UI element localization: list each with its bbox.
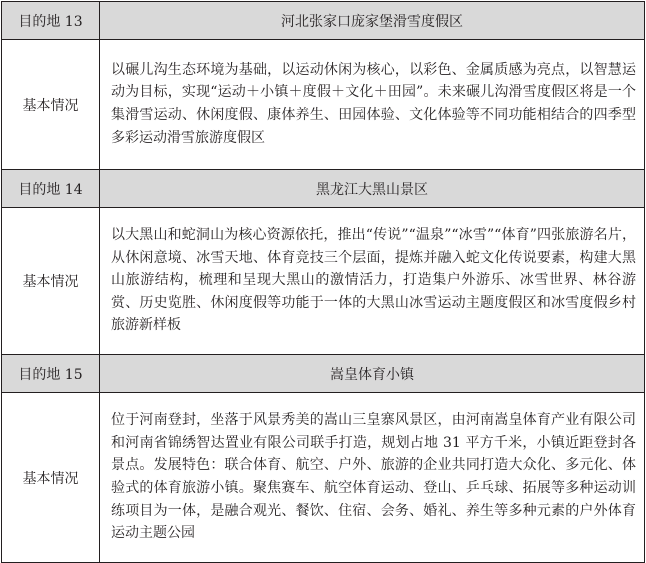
destination-header-row [2,2,645,40]
destination-name: 嵩皇体育小镇 [100,355,645,393]
info-label: 基本情况 [2,40,100,170]
destination-info-row [2,208,645,355]
destination-info-row [2,40,645,170]
info-text: 以大黑山和蛇洞山为核心资源依托，推出“传说”“温泉”“冰雪”“体育”四张旅游名片，从休闲意境、冰雪天地、体育竞技三个层面，提炼并融入蛇文化传说要素，构建大黑山旅游结构，梳理和呈现大黑山的激情活力，打造集户外游乐、冰雪世界、林谷游赏、历史览胜、休闲度假等功能于一体的大黑山冰雪运动主题度假区和冰雪度假乡村旅游新样板 [100,208,645,355]
destination-info-row [2,393,645,563]
destination-header-row [2,170,645,208]
destination-label: 目的地 14 [2,170,100,208]
info-text: 位于河南登封，坐落于风景秀美的嵩山三皇寨风景区，由河南嵩皇体育产业有限公司和河南省锦绣智达置业有限公司联手打造，规划占地 31 平方千米，小镇近距登封各景点。发展特色：联合体育、航空、户外、旅游的企业共同打造大众化、多元化、体验式的体育旅游小镇。聚焦赛车、航空体育运动、登山、乒乓球、拓展等多种运动训练项目为一体，是融合观光、餐饮、住宿、会务、婚礼、养生等多种元素的户外体育运动主题公园 [100,393,645,563]
info-label: 基本情况 [2,393,100,563]
info-label: 基本情况 [2,208,100,355]
destination-name: 河北张家口庞家堡滑雪度假区 [100,2,645,40]
info-text: 以碾儿沟生态环境为基础，以运动休闲为核心，以彩色、金属质感为亮点，以智慧运动为目标，实现“运动＋小镇＋度假＋文化＋田园”。未来碾儿沟滑雪度假区将是一个集滑雪运动、休闲度假、康体养生、田园体验、文化体验等不同功能相结合的四季型多彩运动滑雪旅游度假区 [100,40,645,170]
destination-table [1,1,645,563]
destination-label: 目的地 15 [2,355,100,393]
destination-header-row [2,355,645,393]
destination-label: 目的地 13 [2,2,100,40]
destination-name: 黑龙江大黑山景区 [100,170,645,208]
